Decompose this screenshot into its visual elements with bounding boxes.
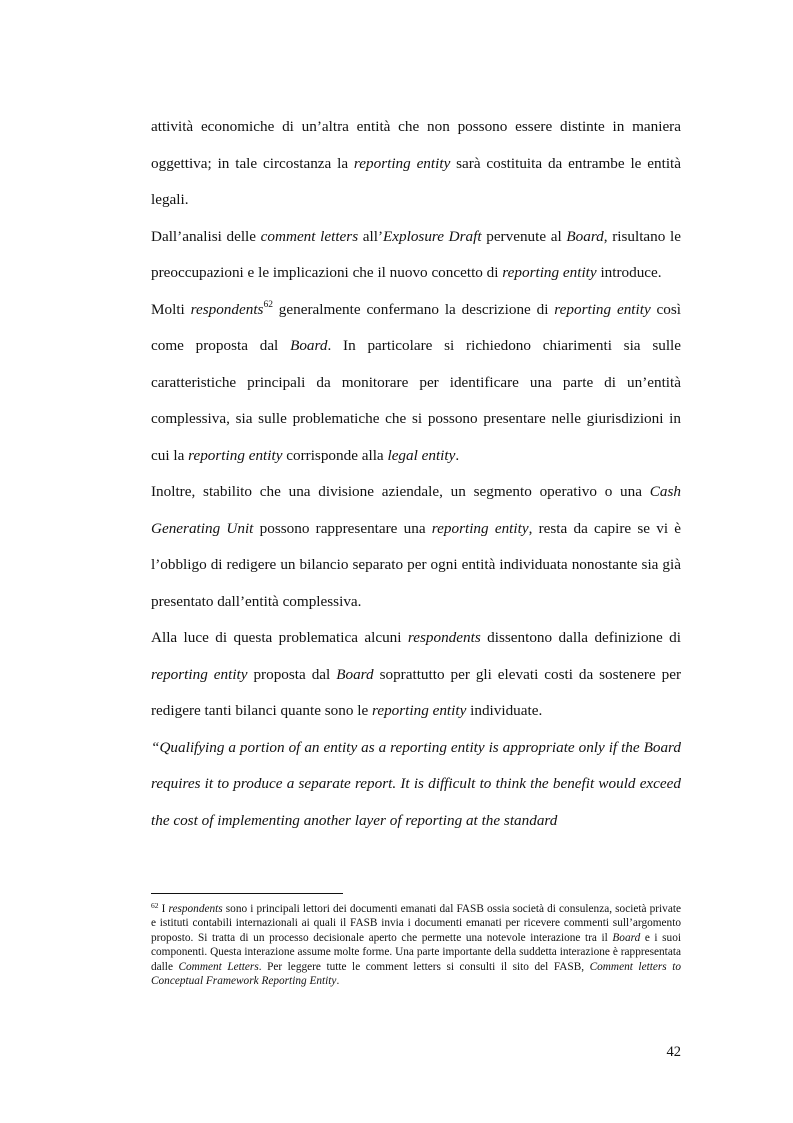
text-run: I: [158, 903, 169, 915]
text-run: e i suoi componenti. Questa interazione assume molte forme. Una parte importante della suddetta interazione è rappresentata dalle: [151, 931, 681, 973]
text-run: Molti: [151, 300, 191, 318]
text-run: sono i principali lettori dei documenti emanati dal FASB ossia società di consulenza, società private e istituti contabili internazionali ai quali il FASB invia i documenti emanati per ricevere commenti sull’argomento proposto. Si tratta di un processo decisionale aperto che permette una notevole interazione tra il: [151, 903, 681, 944]
italic-run: comment letters: [260, 227, 359, 245]
text-run: . In particolare si richiedono chiarimenti sia sulle caratteristiche principali da monitorare per identificare una parte di un’entità complessiva, sia sulle problematiche che si possono presentare nelle giurisdizioni in cui la: [151, 337, 682, 464]
footnote-number: 62: [151, 901, 159, 910]
text-run: dissentono dalla definizione di: [480, 629, 681, 646]
text-run: Alla luce di questa problematica alcuni: [151, 629, 408, 646]
italic-run: Board: [336, 665, 374, 683]
text-run: .: [455, 446, 460, 464]
text-run: , risultano le preoccupazioni e le implicazioni che il nuovo concetto di: [151, 227, 681, 281]
italic-run: legal entity: [387, 446, 456, 464]
text-run: all’: [358, 227, 383, 245]
text-run: , resta da capire se vi è l’obbligo di redigere un bilancio separato per ogni entità individuata nonostante sia già presentato dall’entità complessiva.: [151, 519, 681, 610]
text-run: Inoltre, stabilito che una divisione aziendale, un segmento operativo o una: [151, 483, 650, 500]
italic-run: reporting entity: [371, 702, 467, 719]
paragraph: [151, 219, 681, 292]
text-run: sarà costituita da entrambe le entità legali.: [151, 154, 681, 208]
text-run: soprattutto per gli elevati costi da sostenere per redigere tanti bilanci quante sono le: [151, 665, 682, 719]
text-run: pervenute al: [481, 227, 567, 245]
italic-run: reporting entity: [554, 300, 651, 318]
italic-run: Explosure Draft: [383, 227, 482, 245]
page-number: 42: [666, 1044, 681, 1060]
footnote: [151, 902, 681, 988]
italic-run: reporting entity: [431, 519, 529, 537]
italic-run: reporting entity: [353, 154, 451, 172]
text-run: individuate.: [466, 702, 543, 719]
italic-run: respondents: [168, 903, 223, 915]
footnote-separator: [151, 893, 343, 894]
italic-run: respondents: [190, 300, 264, 318]
italic-run: reporting entity: [188, 446, 283, 464]
italic-run: Board: [290, 337, 328, 354]
body-text: [151, 109, 681, 839]
italic-run: Comment letters to Conceptual Framework Reporting Entity: [151, 960, 681, 988]
footnote-reference: 62: [263, 299, 273, 310]
footnote-text: [151, 903, 681, 987]
text-run: proposta dal: [247, 665, 337, 683]
paragraph: [151, 109, 681, 219]
text-run: generalmente confermano la descrizione di: [272, 300, 555, 318]
italic-run: reporting entity: [502, 264, 597, 281]
text-run: così come proposta dal: [151, 300, 682, 354]
text-run: Dall’analisi delle: [151, 227, 261, 245]
italic-run: Board: [612, 931, 641, 944]
text-run: possono rappresentare una: [253, 519, 432, 537]
text-run: corrisponde alla: [282, 446, 388, 464]
text-run: . Per leggere tutte le comment letters si consulti il sito del FASB,: [258, 960, 590, 973]
italic-run: Comment Letters: [178, 960, 259, 973]
text-run: attività economiche di un’altra entità che non possono essere distinte in maniera oggettiva; in tale circostanza la: [151, 118, 681, 172]
text-run: .: [336, 975, 340, 988]
paragraph: [151, 474, 681, 620]
block-quote: “Qualifying a portion of an entity as a reporting entity is appropriate only if the Board requires it to produce a separate report. It is difficult to think the benefit would exceed the cost of implementing another layer of reporting at the standard: [151, 738, 681, 829]
text-run: introduce.: [596, 264, 662, 281]
paragraph: [151, 620, 681, 730]
italic-run: Board: [566, 227, 604, 245]
italic-run: respondents: [407, 629, 481, 646]
italic-run: reporting entity: [151, 665, 248, 683]
italic-run: Cash Generating Unit: [151, 483, 681, 537]
paragraph: [151, 292, 681, 475]
